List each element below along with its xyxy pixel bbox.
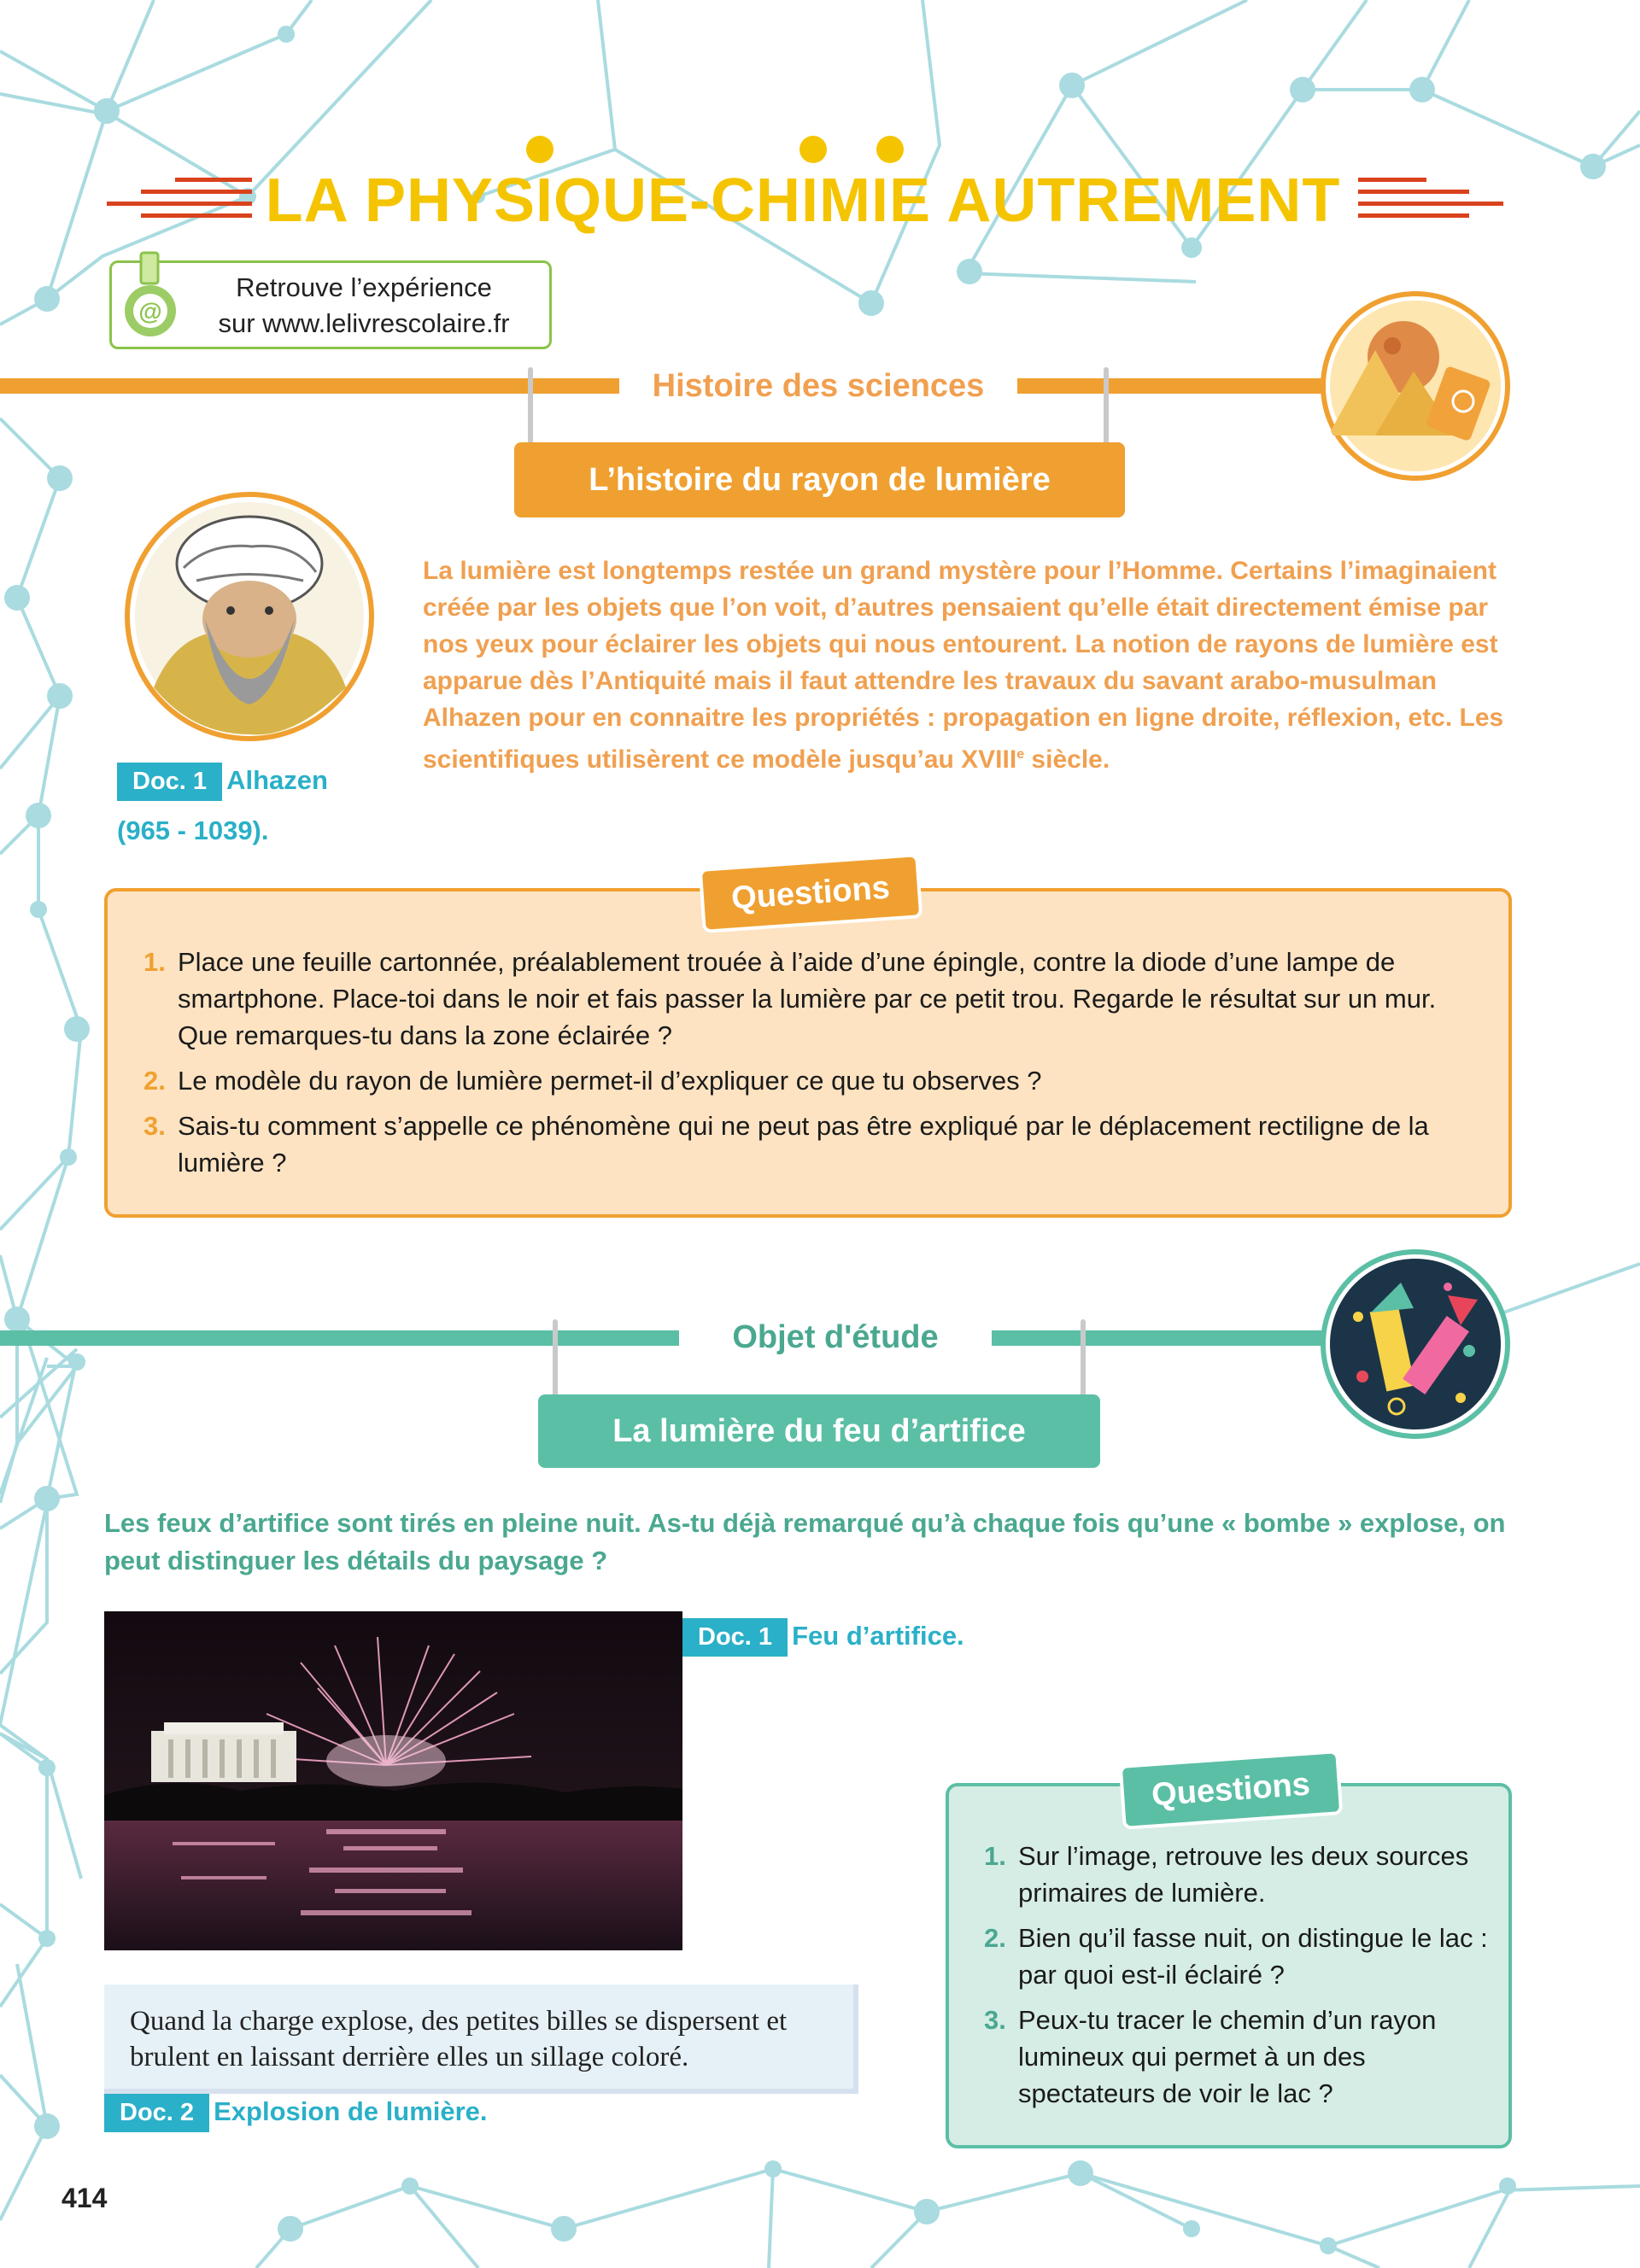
title-dots <box>521 132 914 167</box>
page-number: 414 <box>62 2183 108 2213</box>
history-section-label: Histoire des sciences <box>619 362 1017 410</box>
fireworks-photo <box>104 1611 682 1950</box>
doc2-label <box>104 2094 488 2132</box>
website-line-1: Retrouve l’expérience <box>236 272 492 302</box>
doc-caption: Feu d’artifice. <box>792 1621 964 1651</box>
history-intro-end: siècle. <box>1024 745 1110 774</box>
doc-tag: Doc. 1 <box>117 763 222 801</box>
question-item: 2. Bien qu’il fasse nuit, on distingue le lac : par quoi est-il éclairé ? <box>984 1923 1488 1990</box>
alhazen-portrait <box>124 491 376 743</box>
history-heading: L’histoire du rayon de lumière <box>514 442 1125 517</box>
question-item: 2. Le modèle du rayon de lumière permet-il d’expliquer ce que tu observes ? <box>144 1066 1042 1096</box>
doc-caption-name: Alhazen <box>226 765 328 795</box>
history-intro-text: La lumière est longtemps restée un grand mystère pour l’Homme. Certains l’imaginaient créée par les objets que l’on voit, d’autres pensaient qu’elle était directement émise par nos yeux pour éclairer les objets qui nous entourent. La notion de rayons de lumière est apparue dès l’Antiquité mais il faut attendre les travaux du savant arabo-musulman Alhazen pour en connaitre les propriétés : propagation en ligne droite, réflexion, etc. Les scientifiques utilisèrent ce modèle jusqu’au XVIII <box>423 557 1504 774</box>
study-questions-list <box>984 1838 1488 2120</box>
history-questions-list <box>144 944 1476 1190</box>
question-item: 1. Place une feuille cartonnée, préalablement trouée à l’aide d’une épingle, contre la diode d’une lampe de smartphone. Place-toi dans le noir et fais passer la lumière par ce petit trou. Regarde le résultat sur un mur. Que remarques-tu dans la zone éclairée ? <box>144 947 1437 1050</box>
website-link-box[interactable] <box>109 260 552 349</box>
doc-tag: Doc. 2 <box>104 2094 209 2132</box>
alhazen-doc-label <box>117 763 328 801</box>
title-decoration-lines-right <box>1358 178 1503 224</box>
study-heading: La lumière du feu d’artifice <box>538 1394 1100 1468</box>
title-decoration-lines-left <box>107 178 252 224</box>
study-questions-badge: Questions <box>1119 1750 1344 1830</box>
history-questions-badge: Questions <box>699 853 923 933</box>
fireworks-doc-label <box>682 1618 964 1657</box>
history-intro-paragraph <box>423 552 1516 778</box>
question-item: 1. Sur l’image, retrouve les deux sources primaires de lumière. <box>984 1841 1469 1908</box>
page-title: LA PHYSIQUE-CHIMIE AUTREMENT <box>265 167 1341 235</box>
doc-caption-dates: (965 - 1039). <box>117 815 269 845</box>
doc-tag: Doc. 1 <box>682 1618 788 1657</box>
question-item: 3. Peux-tu tracer le chemin d’un rayon lumineux qui permet à un des spectateurs de voir le lac ? <box>984 2005 1437 2108</box>
doc2-text-box <box>104 1984 858 2094</box>
svg-text:@: @ <box>138 298 162 324</box>
study-intro-paragraph: Les feux d’artifice sont tirés en pleine nuit. As-tu déjà remarqué qu’à chaque fois qu’une « bombe » explose, on peut distinguer les détails du paysage ? <box>104 1508 1506 1575</box>
question-item: 3. Sais-tu comment s’appelle ce phénomène qui ne peut pas être expliqué par le déplacement rectiligne de la lumière ? <box>144 1111 1429 1178</box>
doc-caption: Explosion de lumière. <box>214 2096 488 2126</box>
flask-icon <box>120 249 180 343</box>
history-intro-superscript: e <box>1016 747 1025 762</box>
website-url[interactable]: sur www.lelivrescolaire.fr <box>218 308 510 338</box>
doc2-text: Quand la charge explose, des petites billes se dispersent et brulent en laissant derrière elles un sillage coloré. <box>130 2006 788 2072</box>
study-section-bar <box>0 1330 1332 1346</box>
study-section-label: Objet d'étude <box>679 1313 992 1361</box>
pyramids-planet-book-icon <box>1320 290 1512 482</box>
firework-rockets-icon <box>1320 1248 1512 1441</box>
page-title-banner <box>0 162 1640 239</box>
